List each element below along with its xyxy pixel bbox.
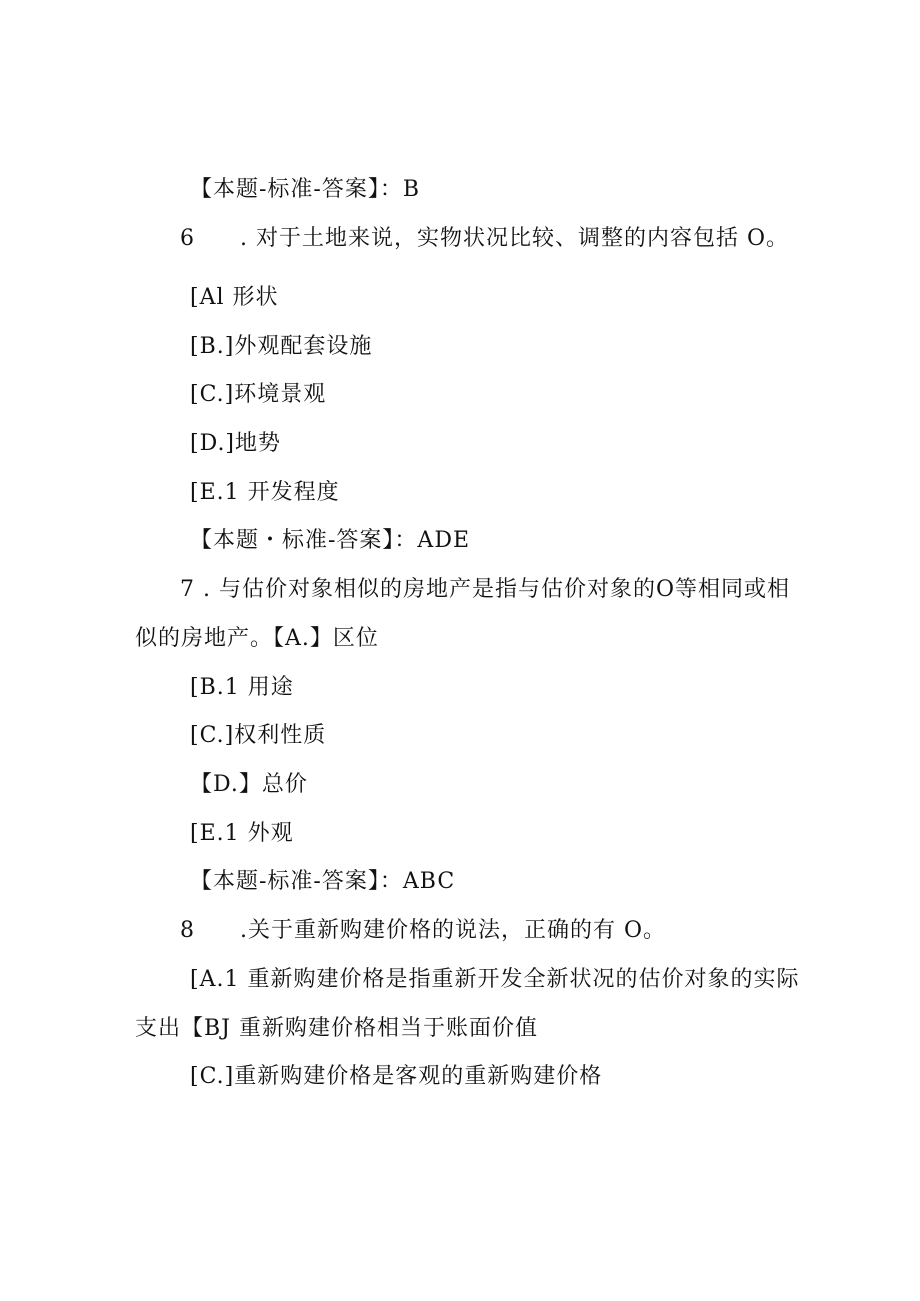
q8-option-a-line2: 支出【BJ 重新购建价格相当于账面价值 bbox=[135, 1016, 538, 1041]
q6-option-d: [D.]地势 bbox=[190, 431, 282, 456]
q8-number: 8 bbox=[180, 918, 194, 943]
q7-option-d: 【D.】总价 bbox=[190, 772, 308, 797]
q6-number: 6 bbox=[180, 226, 194, 251]
q8-stem: .关于重新购建价格的说法，正确的有 O。 bbox=[240, 918, 667, 943]
q6-option-b: [B.]外观配套设施 bbox=[190, 334, 373, 359]
q8-option-c: [C.]重新购建价格是客观的重新购建价格 bbox=[190, 1064, 603, 1089]
q7-stem-line2: 似的房地产。【A.】区位 bbox=[135, 626, 379, 651]
q5-answer-line: 【本题-标准-答案】：B bbox=[190, 177, 421, 202]
q7-answer-line: 【本题-标准-答案】：ABC bbox=[190, 869, 456, 894]
q6-option-c: [C.]环境景观 bbox=[190, 382, 327, 407]
q6-option-a: [Al 形状 bbox=[190, 285, 279, 310]
q7-option-b: [B.1 用途 bbox=[190, 675, 294, 700]
q7-option-e: [E.1 外观 bbox=[190, 821, 294, 846]
q8-option-a-line1: [A.1 重新购建价格是指重新开发全新状况的估价对象的实际 bbox=[190, 967, 800, 992]
q6-answer-line: 【本题・标准-答案】：ADE bbox=[190, 528, 471, 553]
q6-stem: . 对于土地来说，实物状况比较、调整的内容包括 O。 bbox=[240, 226, 790, 251]
q7-option-c: [C.]权利性质 bbox=[190, 723, 327, 748]
q6-option-e: [E.1 开发程度 bbox=[190, 480, 340, 505]
q7-stem-line1: 7 . 与估价对象相似的房地产是指与估价对象的O等相同或相 bbox=[180, 577, 791, 602]
